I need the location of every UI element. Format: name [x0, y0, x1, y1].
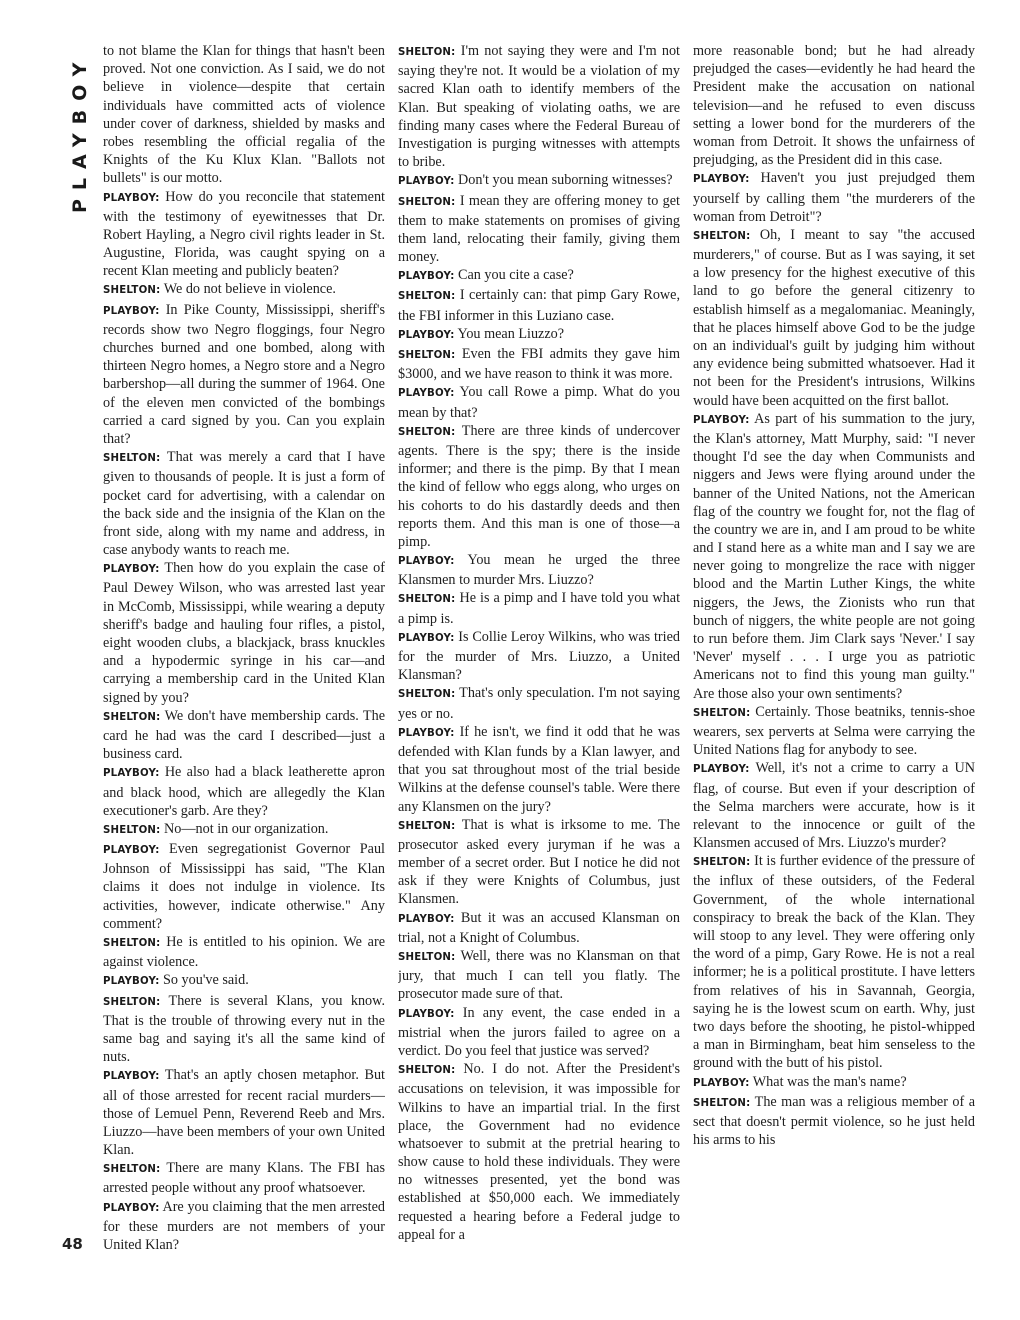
interview-paragraph: [103, 188, 385, 281]
interview-paragraph: [103, 933, 385, 971]
speaker-label: PLAYBOY:: [398, 388, 455, 400]
speaker-label: SHELTON:: [398, 689, 456, 701]
paragraph-text: The man was a religious member of a sect that doesn't permit violence, so he just held his arms to his: [693, 1093, 975, 1149]
interview-paragraph: [398, 816, 680, 909]
paragraph-text: Oh, I meant to say "the accused murderers," of course. But as I was saying, it set a low presency for the highest executive of this land to go before the general citizenry to establish himself as a megalomaniac. Meaningly, that he places himself above God to be the judge on an individual's guilt by judging him without any evidence being submitted whatsoever. Had it not been for the President's intrusions, Wilkins would have been acquitted on the first ballot.: [693, 226, 975, 409]
speaker-label: PLAYBOY:: [693, 174, 750, 186]
paragraph-text: He also had a black leatherette apron and black hood, which are allegedly the Klan executioner's garb. Are they?: [103, 764, 385, 819]
interview-paragraph: [103, 1066, 385, 1159]
interview-paragraph: [103, 992, 385, 1067]
text-column-2: [398, 42, 680, 1272]
interview-paragraph: [103, 42, 385, 188]
interview-paragraph: [103, 971, 385, 991]
speaker-label: SHELTON:: [103, 1164, 161, 1176]
interview-paragraph: [103, 301, 385, 449]
speaker-label: SHELTON:: [103, 996, 161, 1008]
paragraph-text: We do not believe in violence.: [163, 281, 336, 298]
interview-paragraph: [103, 840, 385, 933]
interview-paragraph: [693, 1073, 975, 1093]
interview-paragraph: [398, 723, 680, 816]
speaker-label: PLAYBOY:: [693, 414, 750, 426]
interview-paragraph: [398, 551, 680, 589]
speaker-label: SHELTON:: [693, 707, 751, 719]
interview-paragraph: [103, 763, 385, 820]
speaker-label: SHELTON:: [103, 938, 161, 949]
paragraph-text: Certainly. Those beatniks, tennis-shoe wearers, sex perverts at Selma were carrying the United Nations flag for anybody to see.: [693, 703, 975, 759]
paragraph-text: There are many Klans. The FBI has arrested people without any proof whatsoever.: [103, 1160, 385, 1197]
interview-paragraph: [398, 1004, 680, 1061]
speaker-label: PLAYBOY:: [103, 768, 160, 780]
speaker-label: SHELTON:: [398, 820, 456, 832]
speaker-label: SHELTON:: [103, 824, 161, 836]
speaker-label: PLAYBOY:: [103, 1202, 160, 1214]
interview-paragraph: [103, 448, 385, 559]
speaker-label: SHELTON:: [103, 285, 161, 297]
paragraph-text: In Pike County, Mississippi, sheriff's records show two Negro floggings, four Negro churches burned and one bombed, along with thirteen Negro homes, a Negro store and a Negro barbershop—all during the summer of 1964. One of the eleven men convicted of the bombings carried a card signed by you. Can you explain that?: [103, 301, 385, 447]
speaker-label: PLAYBOY:: [103, 564, 160, 576]
speaker-label: SHELTON:: [398, 594, 456, 606]
magazine-masthead: PLAYBOY: [69, 53, 91, 213]
paragraph-text: That was merely a card that I have given to thousands of people. It is just a form of pocket card for advertising, with a calendar on the back side and the insignia of the Klan on the front side, along with my name and address, in case anybody wants to reach me.: [103, 449, 385, 559]
speaker-label: PLAYBOY:: [103, 305, 160, 317]
speaker-label: PLAYBOY:: [398, 329, 455, 341]
interview-paragraph: [398, 628, 680, 685]
paragraph-text: Haven't you just prejudged them yourself by calling them "the murderers of the woman from Detroit"?: [693, 170, 975, 225]
paragraph-text: As part of his summation to the jury, the Klan's attorney, Matt Murphy, said: "I never thought I'd see the day when Communists and niggers and Jews were flying around under the banner of the United Nations, not the American flag of the country we fought for, not the flag of the country we are in, and I am proud to be white and I stand here as a white man and I say we are never going to mongrelize the race with nigger blood and the Martin Luther Kings, the white niggers, the Jews, the Zionists who run that bunch of niggers, the white people are not going to run before them. Jim Clark says 'Never.' I say 'Never' myself . . . I urge you as patriotic Americans not to find this young man guilty." Are those also your own sentiments?: [693, 410, 975, 702]
paragraph-text: You mean Liuzzo?: [457, 325, 565, 342]
interview-paragraph: [398, 422, 680, 551]
interview-paragraph: [103, 707, 385, 764]
paragraph-text: How do you reconcile that statement with the testimony of eyewitnesses that Dr. Robert Hayling, a Negro civil rights leader in St. Augustine, Florida, was caught spying on a recent Klan meeting and publicly beaten?: [103, 188, 385, 280]
speaker-label: PLAYBOY:: [693, 764, 750, 776]
interview-paragraph: [103, 559, 385, 707]
speaker-label: SHELTON:: [693, 857, 751, 869]
speaker-label: SHELTON:: [103, 453, 161, 465]
paragraph-text: Well, there was no Klansman on that jury, that much I can tell you flatly. The prosecutor made sure of that.: [398, 948, 680, 1003]
interview-paragraph: [398, 947, 680, 1004]
paragraph-text: That's only speculation. I'm not saying yes or no.: [398, 685, 680, 722]
paragraph-text: Don't you mean suborning witnesses?: [458, 172, 673, 189]
page-number: 48: [62, 1235, 83, 1253]
paragraph-text: That is what is irksome to me. The prosecutor asked every juryman if he was a member of a secret order. But I notice he did not ask if they were Knights of Columbus, just Klansmen.: [398, 816, 680, 908]
speaker-label: SHELTON:: [398, 47, 456, 58]
paragraph-text: We don't have membership cards. The card he had was the card I described—just a business card.: [103, 707, 385, 763]
paragraph-text: Then how do you explain the case of Paul Dewey Wilson, who was arrested last year in McComb, Mississippi, while wearing a deputy sheriff's badge and hauling four rifles, a pistol, eight wooden clubs, a blackjack, brass knuckles and a hypodermic syringe in his car—and carrying a membership card in the United Klan signed by you?: [103, 560, 385, 706]
interview-paragraph: [398, 684, 680, 722]
speaker-label: SHELTON:: [693, 230, 751, 242]
paragraph-text: There are three kinds of undercover agents. There is the spy; there is the inside informer; and there is the pimp. By that I mean the kind of fellow who eggs along, who urges on his cohorts to do his dastardly deeds and then reports them. And this man is one of those—a pimp.: [398, 422, 680, 550]
paragraph-text: to not blame the Klan for things that hasn't been proved. Not one conviction. As I said, we do not believe in violence—despite that certain individuals have committed acts of violence under cover of darkness, shielded by masks and robes resembling the official regalia of the Knights of the Ku Klux Klan. "Ballots not bullets" is our motto.: [103, 43, 385, 187]
interview-paragraph: [103, 1159, 385, 1197]
speaker-label: SHELTON:: [398, 291, 456, 303]
interview-paragraph: [398, 192, 680, 267]
speaker-label: PLAYBOY:: [398, 727, 455, 739]
speaker-label: SHELTON:: [398, 196, 456, 208]
text-column-3: [693, 42, 975, 1272]
speaker-label: PLAYBOY:: [103, 192, 160, 204]
speaker-label: PLAYBOY:: [103, 845, 160, 857]
speaker-label: SHELTON:: [103, 711, 161, 723]
paragraph-text: He is a pimp and I have told you what a pimp is.: [398, 590, 680, 627]
speaker-label: PLAYBOY:: [693, 1077, 750, 1089]
speaker-label: PLAYBOY:: [398, 913, 455, 925]
paragraph-text: Even segregationist Governor Paul Johnson of Mississippi has said, "The Klan claims it does not indulge in violence. Its activities, however, indicate otherwise." Any comment?: [103, 841, 385, 932]
paragraph-text: There is several Klans, you know. That is the trouble of throwing every nut in the same bag and saying it's all the same kind of nuts.: [103, 992, 385, 1066]
interview-paragraph: [398, 1060, 680, 1244]
paragraph-text: You mean he urged the three Klansmen to murder Mrs. Liuzzo?: [398, 552, 680, 589]
paragraph-text: Well, it's not a crime to carry a UN flag, of course. But even if your description of the Selma marchers were accurate, how is it relevant to the innocence or guilt of the Klansmen accused of Mrs. Liuzzo's murder?: [693, 760, 975, 852]
paragraph-text: No. I do not. After the President's accusations on television, it was impossible for Wilkins to have an impartial trial. In the first place, the Government had no evidence whatsoever to submit at the pretrial hearing to show cause to hold these individuals. They were no witnesses presented, yet the bond was established at $50,000 each. We immediately requested a hearing before a Federal judge to appeal for a: [398, 1061, 680, 1243]
paragraph-text: I certainly can: that pimp Gary Rowe, the FBI informer in this Luziano case.: [398, 287, 680, 324]
interview-paragraph: [693, 759, 975, 852]
paragraph-text: In any event, the case ended in a mistrial when the jurors failed to agree on a verdict. Do you feel that justice was served?: [398, 1004, 680, 1059]
speaker-label: PLAYBOY:: [398, 176, 455, 188]
speaker-label: PLAYBOY:: [103, 976, 160, 988]
paragraph-text: He is entitled to his opinion. We are against violence.: [103, 934, 385, 971]
interview-paragraph: [103, 820, 385, 840]
speaker-label: PLAYBOY:: [398, 1008, 455, 1020]
paragraph-text: Can you cite a case?: [458, 267, 574, 284]
paragraph-text: You call Rowe a pimp. What do you mean by that?: [398, 384, 680, 421]
paragraph-text: But it was an accused Klansman on trial, not a Knight of Columbus.: [398, 909, 680, 946]
interview-paragraph: [693, 852, 975, 1072]
paragraph-text: What was the man's name?: [752, 1073, 907, 1090]
text-column-1: [103, 42, 385, 1272]
interview-paragraph: [398, 345, 680, 383]
paragraph-text: I mean they are offering money to get them to make statements on promises of giving them land, relocating their family, giving them money.: [398, 192, 680, 266]
interview-paragraph: [693, 703, 975, 760]
interview-paragraph: [398, 42, 680, 171]
interview-paragraph: [693, 169, 975, 226]
interview-paragraph: [103, 1198, 385, 1255]
paragraph-text: Is Collie Leroy Wilkins, who was tried for the murder of Mrs. Liuzzo, a United Klansman?: [398, 628, 680, 684]
paragraph-text: Even the FBI admits they gave him $3000, and we have reason to think it was more.: [398, 346, 680, 383]
paragraph-text: That's an aptly chosen metaphor. But all of those arrested for recent racial murders—those of Lemuel Penn, Reverend Reeb and Mrs. Liuzzo—have been members of your own United Klan.: [103, 1067, 385, 1159]
interview-paragraph: [398, 325, 680, 345]
speaker-label: SHELTON:: [693, 1097, 751, 1109]
interview-paragraph: [693, 226, 975, 410]
interview-paragraph: [693, 1093, 975, 1150]
paragraph-text: more reasonable bond; but he had already prejudged the cases—evidently he had heard the President make the accusation on national television—and he refused to even discuss setting a lower bond for the murderers of the woman from Detroit. It shows the unfairness of prejudging, as the President did in this case.: [693, 43, 975, 169]
paragraph-text: So you've said.: [163, 972, 249, 989]
paragraph-text: I'm not saying they were and I'm not saying they're not. It would be a violation of my sacred Klan oath to identify members of the Klan. But speaking of violating oaths, we are finding many cases where the Federal Bureau of Investigation is purging witnesses with attempts to bribe.: [398, 43, 680, 171]
interview-paragraph: [693, 410, 975, 703]
interview-paragraph: [398, 909, 680, 947]
paragraph-text: It is further evidence of the pressure of the influx of these outsiders, of the Federal Government, of the whole international conspiracy to break the back of the Klan. They will stoop to any level. They were offering only the word of a pimp, Gary Rowe. He is not a real informer; he is a political prostitute. I have letters from relatives of his in Savannah, Georgia, saying he is the lowest scum on earth. Why, just two days before the shooting, he pistol-whipped a man in Birmingham, beat him senseless to the ground with the butt of his pistol.: [693, 853, 975, 1072]
interview-paragraph: [398, 266, 680, 286]
paragraph-text: No—not in our organization.: [163, 820, 329, 837]
paragraph-text: Are you claiming that the men arrested for these murders are not members of your United Klan?: [103, 1198, 385, 1253]
speaker-label: PLAYBOY:: [398, 271, 455, 283]
speaker-label: PLAYBOY:: [103, 1071, 160, 1083]
paragraph-text: If he isn't, we find it odd that he was defended with Klan funds by a Klan lawyer, and that you sat throughout most of the trial beside Wilkins at the defense counsel's table. Were there any Klansmen on the jury?: [398, 723, 680, 815]
interview-paragraph: [398, 171, 680, 191]
speaker-label: SHELTON:: [398, 350, 456, 361]
speaker-label: SHELTON:: [398, 1065, 456, 1077]
speaker-label: SHELTON:: [398, 952, 456, 963]
interview-paragraph: [693, 42, 975, 169]
speaker-label: PLAYBOY:: [398, 556, 455, 568]
interview-paragraph: [398, 286, 680, 324]
interview-paragraph: [398, 589, 680, 627]
speaker-label: PLAYBOY:: [398, 632, 455, 644]
speaker-label: SHELTON:: [398, 426, 456, 438]
interview-paragraph: [103, 280, 385, 300]
interview-paragraph: [398, 383, 680, 421]
